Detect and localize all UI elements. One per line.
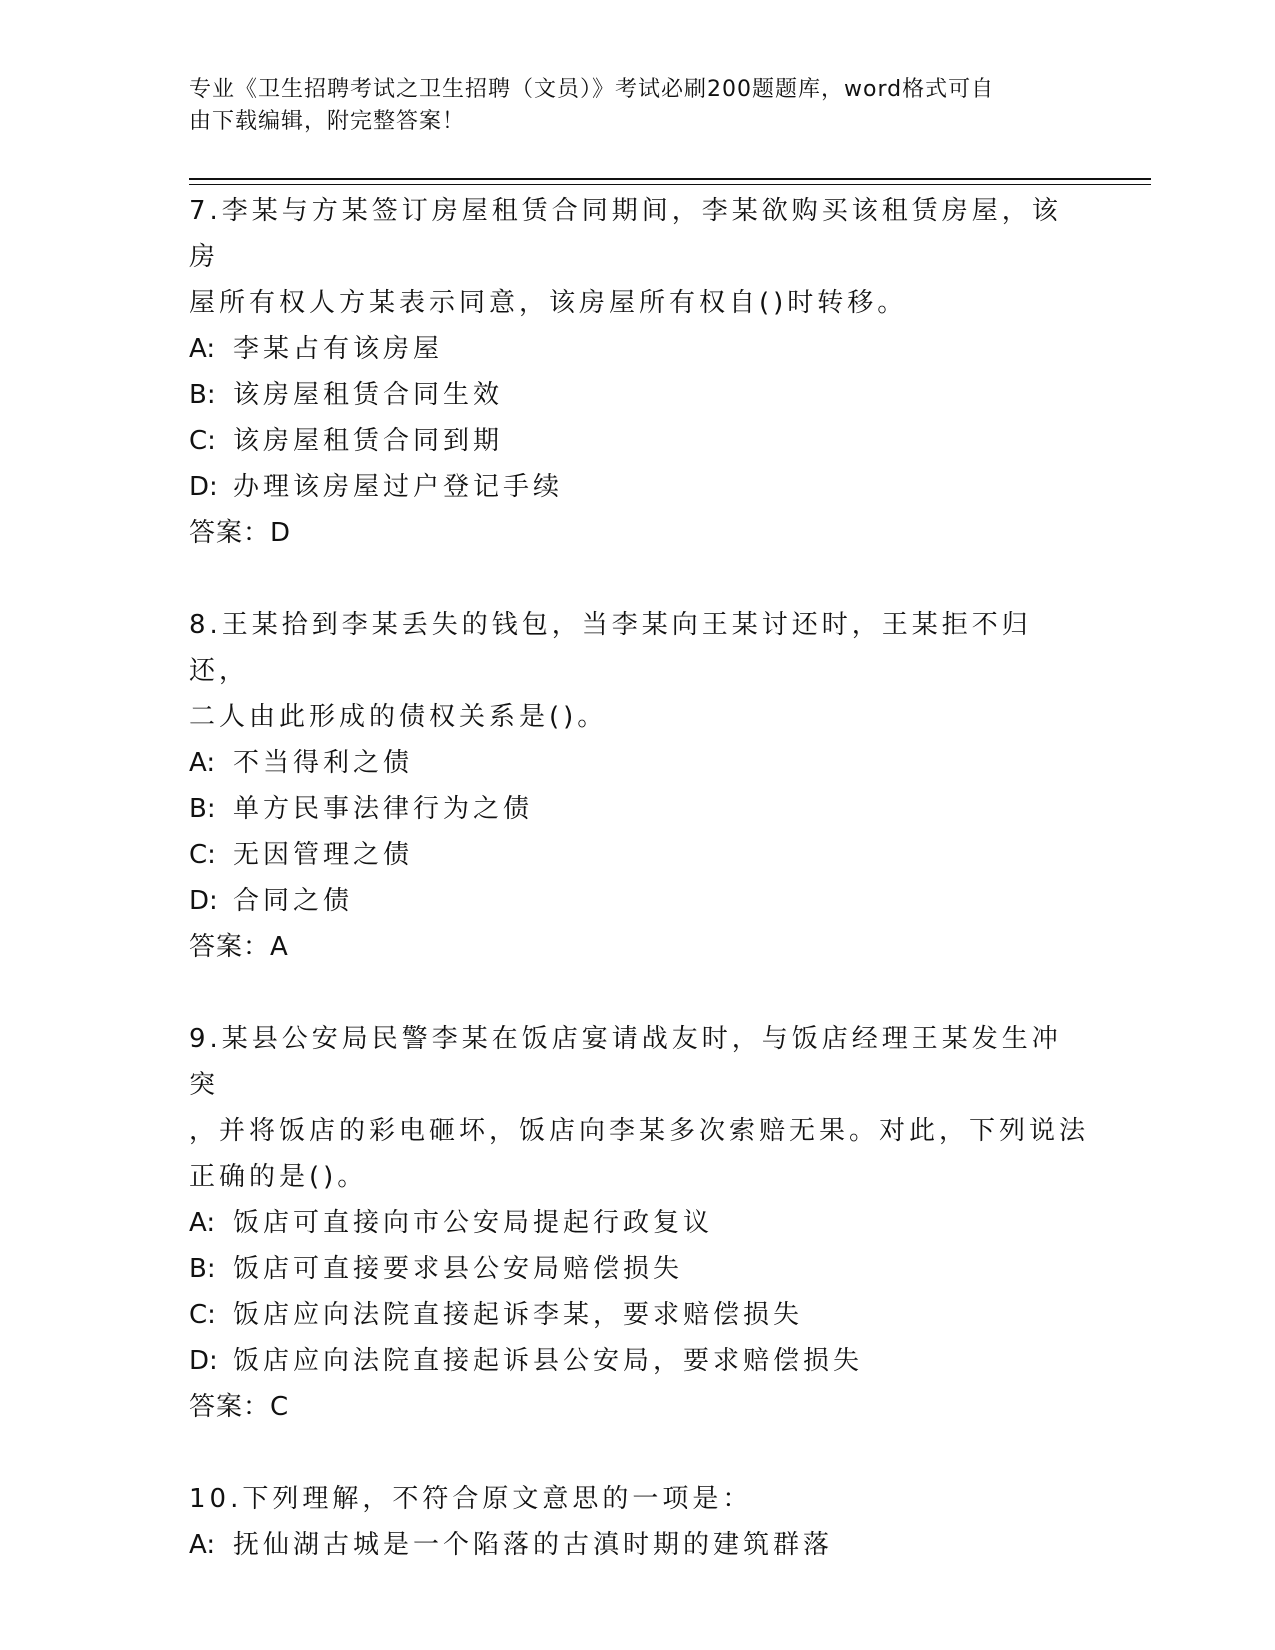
question-7 — [189, 188, 1089, 556]
answer-value: C — [270, 1392, 289, 1422]
question-stem-line: 9.某县公安局民警李某在饭店宴请战友时，与饭店经理王某发生冲突 — [189, 1024, 1062, 1100]
option-d — [189, 1338, 1089, 1384]
option-text: 合同之债 — [233, 886, 354, 916]
option-key: A: — [189, 1208, 216, 1238]
header-line-2: 由下载编辑，附完整答案！ — [189, 109, 466, 134]
option-b — [189, 372, 1089, 418]
document-header — [189, 74, 1069, 138]
option-text: 饭店应向法院直接起诉县公安局，要求赔偿损失 — [233, 1346, 864, 1376]
option-a — [189, 1522, 1089, 1568]
option-d — [189, 464, 1089, 510]
question-10 — [189, 1476, 1089, 1568]
answer-line — [189, 1384, 1089, 1430]
option-key: B: — [189, 794, 216, 824]
option-text: 不当得利之债 — [233, 748, 414, 778]
option-text: 该房屋租赁合同到期 — [233, 426, 504, 456]
option-text: 办理该房屋过户登记手续 — [233, 472, 564, 502]
option-key: C: — [189, 1300, 216, 1330]
header-rule-thin — [189, 184, 1151, 185]
option-c — [189, 832, 1089, 878]
question-stem-line: ，并将饭店的彩电砸坏，饭店向李某多次索赔无果。对此，下列说法 — [189, 1116, 1090, 1146]
question-8 — [189, 602, 1089, 970]
option-text: 李某占有该房屋 — [233, 334, 444, 364]
option-a — [189, 740, 1089, 786]
answer-line — [189, 510, 1089, 556]
answer-value: D — [270, 518, 291, 548]
option-text: 饭店可直接向市公安局提起行政复议 — [233, 1208, 714, 1238]
option-c — [189, 418, 1089, 464]
question-list — [189, 188, 1089, 1568]
option-text: 单方民事法律行为之债 — [233, 794, 534, 824]
option-text: 抚仙湖古城是一个陷落的古滇时期的建筑群落 — [233, 1530, 834, 1560]
question-stem-line: 10.下列理解，不符合原文意思的一项是： — [189, 1484, 753, 1514]
option-d — [189, 878, 1089, 924]
answer-value: A — [270, 932, 288, 962]
option-key: D: — [189, 1346, 218, 1376]
option-b — [189, 786, 1089, 832]
option-key: B: — [189, 380, 216, 410]
option-text: 饭店可直接要求县公安局赔偿损失 — [233, 1254, 684, 1284]
answer-label: 答案： — [189, 932, 271, 962]
question-stem-line: 二人由此形成的债权关系是()。 — [189, 702, 608, 732]
option-key: D: — [189, 886, 218, 916]
header-line-1: 专业《卫生招聘考试之卫生招聘（文员）》考试必刷200题题库，word格式可自 — [189, 77, 995, 102]
question-stem-line: 8.王某拾到李某丢失的钱包，当李某向王某讨还时，王某拒不归还， — [189, 610, 1032, 686]
question-stem-line: 7.李某与方某签订房屋租赁合同期间，李某欲购买该租赁房屋，该房 — [189, 196, 1062, 272]
option-key: A: — [189, 1530, 216, 1560]
option-c — [189, 1292, 1089, 1338]
option-a — [189, 326, 1089, 372]
answer-line — [189, 924, 1089, 970]
answer-label: 答案： — [189, 518, 271, 548]
answer-label: 答案： — [189, 1392, 271, 1422]
option-key: A: — [189, 334, 216, 364]
option-text: 饭店应向法院直接起诉李某，要求赔偿损失 — [233, 1300, 804, 1330]
option-text: 该房屋租赁合同生效 — [233, 380, 504, 410]
question-stem-line: 屋所有权人方某表示同意，该房屋所有权自()时转移。 — [189, 288, 908, 318]
option-a — [189, 1200, 1089, 1246]
option-key: C: — [189, 426, 216, 456]
option-key: B: — [189, 1254, 216, 1284]
question-9 — [189, 1016, 1089, 1430]
question-stem-line: 正确的是()。 — [189, 1162, 368, 1192]
option-key: A: — [189, 748, 216, 778]
option-b — [189, 1246, 1089, 1292]
option-key: D: — [189, 472, 218, 502]
header-rule-thick — [189, 178, 1151, 180]
option-text: 无因管理之债 — [233, 840, 414, 870]
option-key: C: — [189, 840, 216, 870]
